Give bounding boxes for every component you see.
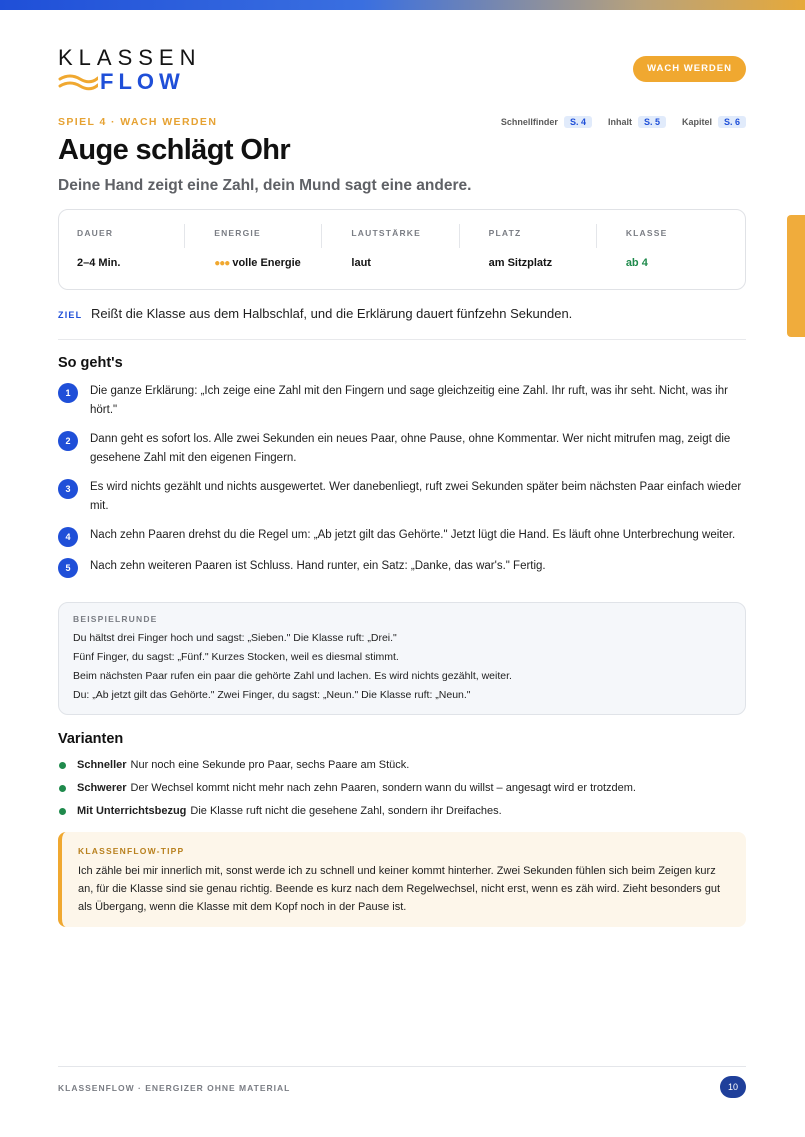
game-kicker: SPIEL 4 · WACH WERDEN bbox=[58, 116, 218, 128]
goal-row bbox=[58, 306, 746, 321]
ref-link-kapitel[interactable]: S. 6 bbox=[718, 116, 746, 128]
divider bbox=[58, 339, 746, 340]
meta-label: KLASSE bbox=[625, 228, 668, 238]
page-title: Auge schlägt Ohr bbox=[58, 134, 291, 166]
ref-label-inhalt: Inhalt bbox=[607, 117, 632, 127]
page-number: 10 bbox=[720, 1076, 746, 1098]
chapter-side-tab bbox=[787, 215, 805, 337]
bullet-icon bbox=[59, 762, 66, 769]
ref-link-inhalt[interactable]: S. 5 bbox=[638, 116, 666, 128]
meta-duration bbox=[59, 210, 196, 289]
step-text: Dann geht es sofort los. Alle zwei Sekunden ein neues Paar, ohne Pause, ohne Kommentar. Wer nicht mitrufen mag, zeigt die gesehene Zahl mit den eigenen Fingern. bbox=[90, 433, 731, 464]
ref-link-schnellfinder[interactable]: S. 4 bbox=[564, 116, 592, 128]
meta-value: 2–4 Min. bbox=[77, 257, 121, 269]
example-label: BEISPIELRUNDE bbox=[73, 614, 158, 624]
list-item bbox=[58, 754, 748, 777]
example-box bbox=[58, 602, 746, 715]
variant-text: Nur noch eine Sekunde pro Paar, sechs Paare am Stück. bbox=[130, 759, 410, 771]
variants-heading: Varianten bbox=[58, 731, 124, 747]
meta-space bbox=[471, 210, 608, 289]
variant-text: Die Klasse ruft nicht die gesehene Zahl, sondern ihr Dreifaches. bbox=[190, 805, 502, 817]
bullet-icon bbox=[59, 808, 66, 815]
meta-label: DAUER bbox=[77, 228, 114, 238]
category-badge: WACH WERDEN bbox=[633, 56, 746, 82]
footer-text: KLASSENFLOW · ENERGIZER OHNE MATERIAL bbox=[58, 1083, 291, 1093]
how-heading: So geht's bbox=[58, 355, 123, 371]
game-meta-card bbox=[58, 209, 746, 290]
meta-value: ab 4 bbox=[625, 257, 648, 269]
top-gradient-bar bbox=[0, 0, 805, 10]
step-text: Es wird nichts gezählt und nichts ausgewertet. Wer danebenliegt, ruft zwei Sekunden später beim nächsten Paar einfach wieder mit. bbox=[90, 481, 742, 512]
meta-label: LAUTSTÄRKE bbox=[351, 228, 422, 238]
example-line: Fünf Finger, du sagst: „Fünf." Kurzes Stocken, weil es diesmal stimmt. bbox=[73, 651, 399, 663]
meta-energy bbox=[196, 210, 333, 289]
step-number: 1 bbox=[58, 383, 78, 403]
meta-value: volle Energie bbox=[232, 257, 301, 269]
bullet-icon bbox=[59, 785, 66, 792]
list-item bbox=[58, 430, 748, 468]
step-text: Nach zehn Paaren drehst du die Regel um: „Ab jetzt gilt das Gehörte." Jetzt lügt die Hand. Es läuft ohne Unterbrechung weiter. bbox=[90, 529, 736, 541]
footer-divider bbox=[58, 1066, 746, 1067]
variants-list bbox=[58, 754, 748, 823]
variant-text: Der Wechsel kommt nicht mehr nach zehn Paaren, sondern wann du willst – angesagt wird er trotzdem. bbox=[130, 782, 636, 794]
steps-list bbox=[58, 382, 748, 588]
meta-grade bbox=[608, 210, 745, 289]
ref-label-schnellfinder: Schnellfinder bbox=[500, 117, 558, 127]
brand-logo bbox=[58, 46, 202, 94]
goal-text: Reißt die Klasse aus dem Halbschlaf, und die Erklärung dauert fünfzehn Sekunden. bbox=[91, 306, 573, 321]
step-number: 4 bbox=[58, 527, 78, 547]
page-references bbox=[501, 116, 746, 128]
meta-value: laut bbox=[351, 257, 371, 269]
example-line: Du hältst drei Finger hoch und sagst: „Sieben." Die Klasse ruft: „Drei." bbox=[73, 632, 397, 644]
variant-name: Schwerer bbox=[77, 782, 127, 794]
variant-name: Schneller bbox=[77, 759, 127, 771]
page-subtitle: Deine Hand zeigt eine Zahl, dein Mund sagt eine andere. bbox=[58, 177, 472, 194]
list-item bbox=[58, 478, 748, 516]
tip-text: Ich zähle bei mir innerlich mit, sonst werde ich zu schnell und keiner kommt hinterher. Zwei Sekunden fühlen sich beim Zeigen kurz an, für die Klasse sind sie genau richtig. Beende es kurz nach dem Regelwechsel, nicht erst, wenn es zäh wird. Zieht besonders gut als Übergang, wenn die Klasse mit dem Kopf noch in der Pause ist. bbox=[78, 865, 721, 913]
example-line: Beim nächsten Paar rufen ein paar die gehörte Zahl und lachen. Es wird nichts gezählt, weiter. bbox=[73, 670, 512, 682]
logo-wordmark-bottom: FLOW bbox=[100, 69, 185, 94]
step-number: 2 bbox=[58, 431, 78, 451]
tip-label: KLASSENFLOW-TIPP bbox=[78, 846, 185, 856]
ref-label-kapitel: Kapitel bbox=[681, 117, 712, 127]
list-item bbox=[58, 777, 748, 800]
list-item bbox=[58, 526, 748, 547]
list-item bbox=[58, 382, 748, 420]
meta-label: PLATZ bbox=[488, 228, 522, 238]
meta-volume bbox=[333, 210, 470, 289]
meta-value: am Sitzplatz bbox=[488, 257, 553, 269]
example-line: Du: „Ab jetzt gilt das Gehörte." Zwei Finger, du sagst: „Neun." Die Klasse ruft: „Neun." bbox=[73, 689, 471, 701]
goal-label: ZIEL bbox=[58, 310, 83, 320]
energy-dots-icon: ●●● bbox=[214, 258, 230, 269]
list-item bbox=[58, 800, 748, 823]
tip-box bbox=[58, 832, 746, 927]
list-item bbox=[58, 557, 748, 578]
step-number: 3 bbox=[58, 479, 78, 499]
logo-wordmark-top: KLASSEN bbox=[58, 45, 202, 70]
meta-label: ENERGIE bbox=[214, 228, 261, 238]
step-number: 5 bbox=[58, 558, 78, 578]
step-text: Nach zehn weiteren Paaren ist Schluss. Hand runter, ein Satz: „Danke, das war's." Fertig. bbox=[90, 560, 546, 572]
wave-icon bbox=[58, 71, 98, 93]
variant-name: Mit Unterrichtsbezug bbox=[77, 805, 187, 817]
step-text: Die ganze Erklärung: „Ich zeige eine Zahl mit den Fingern und sage gleichzeitig eine Zahl. Ihr ruft, was ihr seht. Nicht, was ihr hört." bbox=[90, 385, 728, 416]
